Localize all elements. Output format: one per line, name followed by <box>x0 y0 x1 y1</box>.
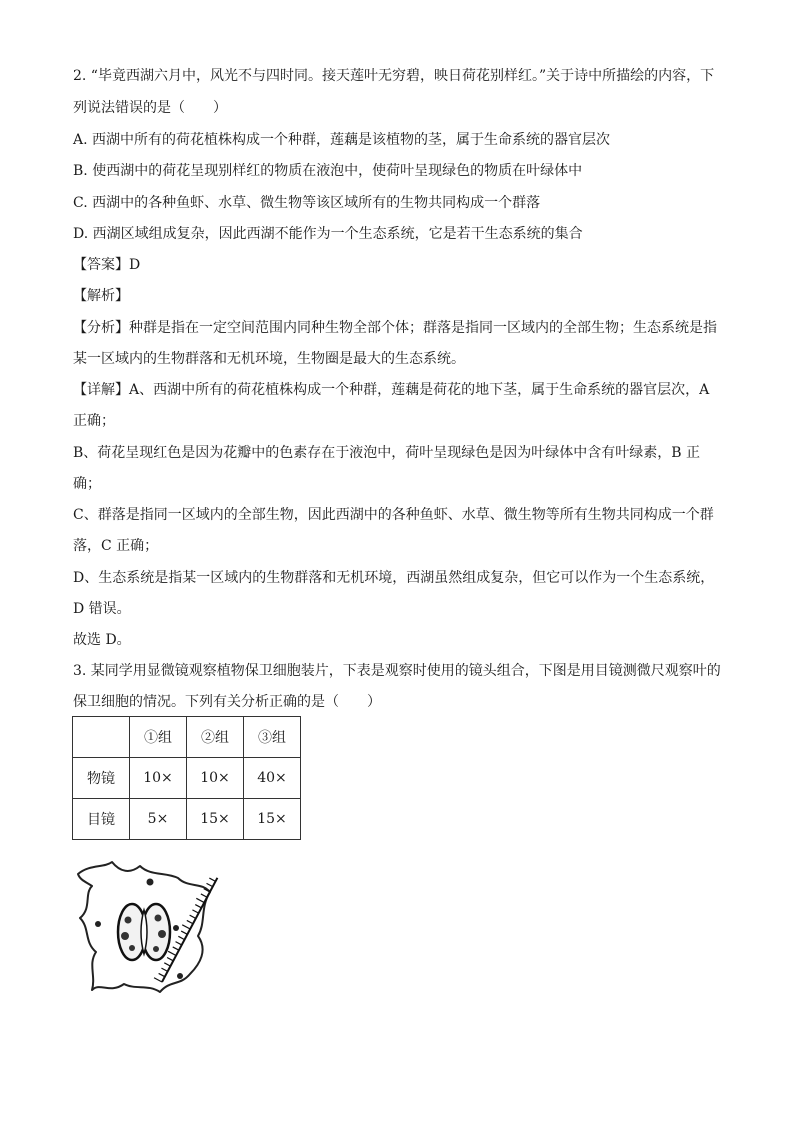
lens-combination-table <box>72 716 301 840</box>
fenxi-text-1: 种群是指在一定空间范围内同种生物全部个体；群落是指同一区域内的全部生物；生态系统是指 <box>129 320 717 336</box>
answer-value: D <box>129 257 141 273</box>
q2-option-c: C. 西湖中的各种鱼虾、水草、微生物等该区域所有的生物共同构成一个群落 <box>73 195 541 211</box>
q2-analysis-label <box>73 286 723 306</box>
chloroplast <box>153 946 159 952</box>
q2-stem-line2: 列说法错误的是（ ） <box>73 100 227 116</box>
q2-xiangjie-line2: 正确； <box>73 413 115 429</box>
q2-b-line1: B、荷花呈现红色是因为花瓣中的色素存在于液泡中，荷叶呈现绿色是因为叶绿体中含有叶绿素，B 正 <box>73 445 701 461</box>
cell-dot <box>173 925 179 931</box>
q2-c-line1: C、群落是指同一区域内的全部生物，因此西湖中的各种鱼虾、水草、微生物等所有生物共同构成一个群 <box>73 507 714 523</box>
q2-option-d: D. 西湖区域组成复杂，因此西湖不能作为一个生态系统，它是若干生态系统的集合 <box>73 226 583 242</box>
chloroplast <box>121 932 129 940</box>
table-cell: 目镜 <box>73 799 130 840</box>
chloroplast <box>158 930 166 938</box>
table-cell: 物镜 <box>73 758 130 799</box>
q2-option-a: A. 西湖中所有的荷花植株构成一个种群，莲藕是该植物的茎，属于生命系统的器官层次 <box>73 132 611 148</box>
table-cell: 5× <box>130 799 187 840</box>
table-header-cell: ②组 <box>187 717 244 758</box>
q2-xiangjie-line1 <box>73 380 723 400</box>
table-header-cell: ①组 <box>130 717 187 758</box>
q2-b-line2: 确； <box>73 476 101 492</box>
cell-dot <box>95 921 101 927</box>
xiangjie-text-1: A、西湖中所有的荷花植株构成一个种群，莲藕是荷花的地下茎，属于生命系统的器官层次，A <box>129 382 710 398</box>
stoma-pore <box>141 910 147 954</box>
q2-d-line2: D 错误。 <box>73 601 131 617</box>
table-cell: 15× <box>187 799 244 840</box>
q3-stem-line2: 保卫细胞的情况。下列有关分析正确的是（ ） <box>73 694 381 710</box>
table-cell: 10× <box>130 758 187 799</box>
cell-dot <box>147 879 154 886</box>
q2-answer <box>73 255 723 275</box>
table-header-cell: ③组 <box>244 717 301 758</box>
guard-cell-micrometer-figure <box>70 852 230 1002</box>
q2-stem-line1: 2. “毕竟西湖六月中，风光不与四时同。接天莲叶无穷碧，映日荷花别样红。”关于诗中所描绘的内容，下 <box>73 68 715 84</box>
chloroplast <box>125 917 132 924</box>
q2-c-line2: 落，C 正确； <box>73 538 159 554</box>
q2-option-b: B. 使西湖中的荷花呈现别样红的物质在液泡中，使荷叶呈现绿色的物质在叶绿体中 <box>73 163 583 179</box>
chloroplast <box>129 945 135 951</box>
table-cell: 10× <box>187 758 244 799</box>
table-cell: 15× <box>244 799 301 840</box>
answer-label: 【答案】 <box>73 257 129 273</box>
table-header-cell <box>73 717 130 758</box>
fenxi-label: 【分析】 <box>73 320 129 336</box>
xiangjie-label: 【详解】 <box>73 382 129 398</box>
q2-fenxi-line2: 某一区域内的生物群落和无机环境，生物圈是最大的生态系统。 <box>73 351 465 367</box>
cell-dot <box>177 973 183 979</box>
q3-stem-line1: 3. 某同学用显微镜观察植物保卫细胞装片，下表是观察时使用的镜头组合，下图是用目镜测微尺观察叶的 <box>73 663 721 679</box>
table-header-row <box>73 717 301 758</box>
table-cell: 40× <box>244 758 301 799</box>
chloroplast <box>155 915 162 922</box>
q2-conclusion: 故选 D。 <box>73 632 131 648</box>
table-row <box>73 799 301 840</box>
q2-fenxi-line1 <box>73 318 723 338</box>
analysis-label: 【解析】 <box>73 288 129 304</box>
q2-d-line1: D、生态系统是指某一区域内的生物群落和无机环境，西湖虽然组成复杂，但它可以作为一个生态系统， <box>73 570 715 586</box>
table-row <box>73 758 301 799</box>
